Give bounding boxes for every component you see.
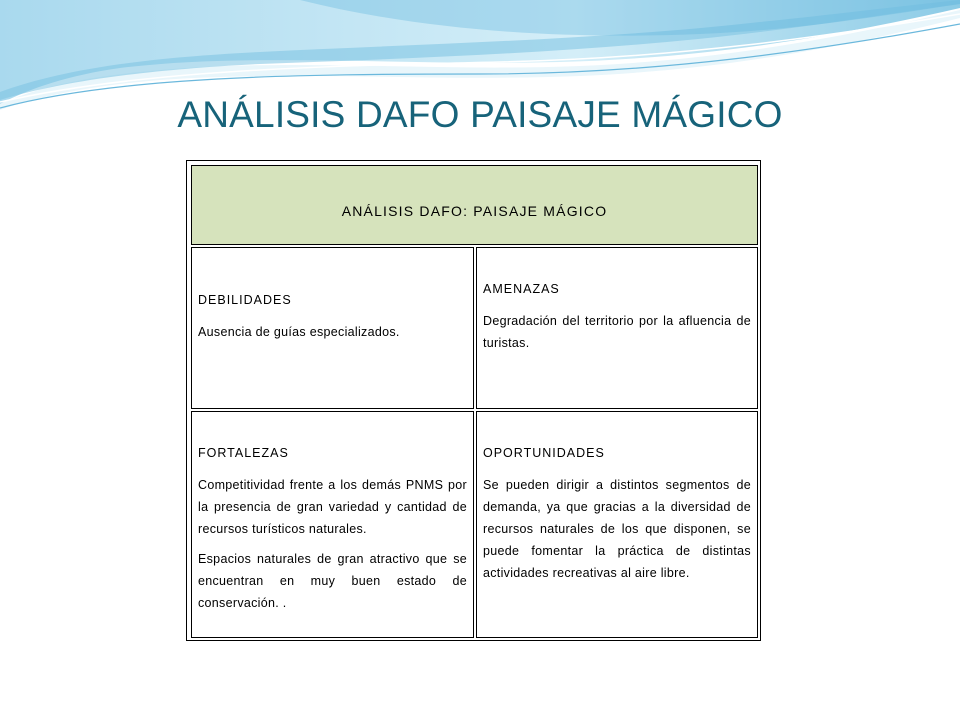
debilidades-heading: DEBILIDADES — [198, 293, 292, 307]
debilidades-text: Ausencia de guías especializados. — [198, 325, 400, 339]
slide-title: ANÁLISIS DAFO PAISAJE MÁGICO — [177, 94, 783, 135]
table-header-text: ANÁLISIS DAFO: PAISAJE MÁGICO — [341, 203, 608, 219]
amenazas-heading: AMENAZAS — [483, 282, 560, 296]
oportunidades-cell — [476, 411, 758, 638]
amenazas-cell — [476, 247, 758, 409]
fortalezas-cell — [191, 411, 474, 638]
debilidades-cell — [191, 247, 474, 409]
amenazas-text: Degradación del territorio por la afluencia de turistas. — [483, 314, 751, 350]
table-header-cell — [191, 165, 758, 245]
oportunidades-text: Se pueden dirigir a distintos segmentos de demanda, ya que gracias a la diversidad de recursos naturales de los que disponen, se puede fomentar la práctica de distintas actividades recreativas al aire libre. — [483, 478, 751, 580]
oportunidades-heading: OPORTUNIDADES — [483, 446, 605, 460]
fortalezas-text-1: Competitividad frente a los demás PNMS por la presencia de gran variedad y cantidad de recursos turísticos naturales. — [198, 478, 467, 536]
dafo-table — [186, 160, 761, 641]
fortalezas-heading: FORTALEZAS — [198, 446, 289, 460]
fortalezas-text-2: Espacios naturales de gran atractivo que se encuentran en muy buen estado de conservación. . — [198, 552, 467, 610]
